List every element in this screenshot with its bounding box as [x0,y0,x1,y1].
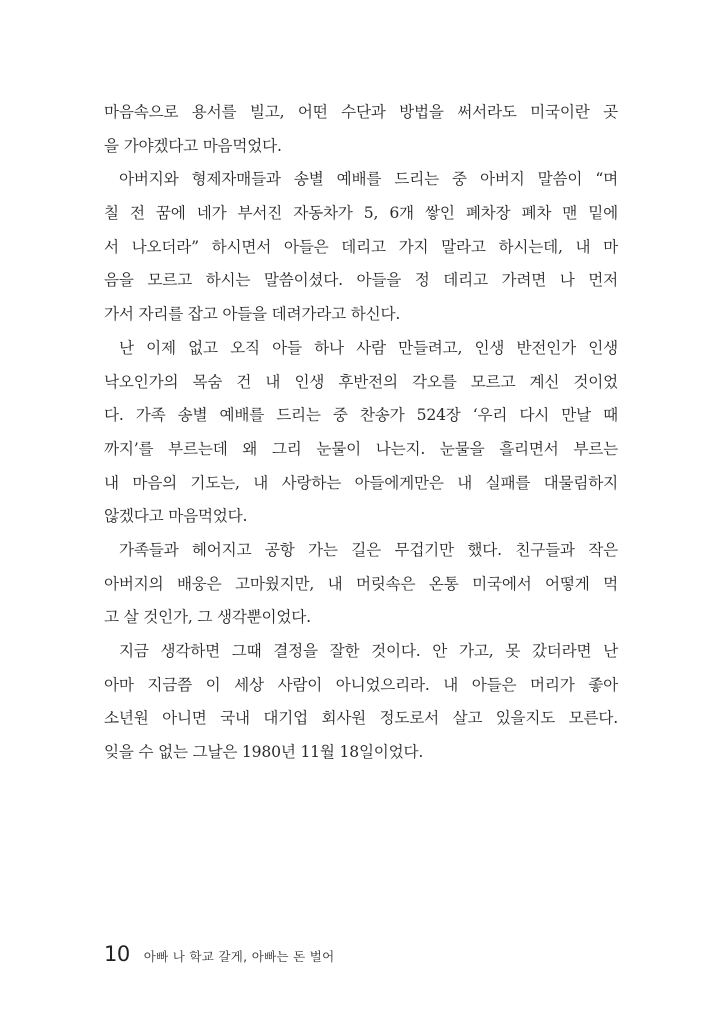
text-line: 가서 자리를 잡고 아들을 데려가라고 하신다. [104,305,401,324]
text-line: 음을 모르고 하시는 말씀이셨다. 아들을 정 데리고 가려면 나 먼저 [104,271,618,290]
text-line: 내 마음의 기도는, 내 사랑하는 아들에게만은 내 실패를 대물림하지 [104,473,618,492]
text-line: 까지’를 부르는데 왜 그리 눈물이 나는지. 눈물을 흘리면서 부르는 [104,439,618,458]
text-line: 낙오인가의 목숨 건 내 인생 후반전의 각오를 모르고 계신 것이었 [104,372,618,391]
text-line: 가족들과 헤어지고 공항 가는 길은 무겁기만 했다. 친구들과 작은 [119,540,618,559]
text-line: 칠 전 꿈에 네가 부서진 자동차가 5, 6개 쌓인 폐차장 폐차 맨 밑에 [104,204,618,223]
text-line: 마음속으로 용서를 빌고, 어떤 수단과 방법을 써서라도 미국이란 곳 [104,103,618,121]
text-line: 잊을 수 없는 그날은 1980년 11월 18일이었다. [104,743,424,762]
page-footer [104,942,335,966]
text-line: 을 가야겠다고 마음먹었다. [104,136,282,155]
text-line: 아버지와 형제자매들과 송별 예배를 드리는 중 아버지 말씀이 “며 [119,170,618,189]
text-line: 고 살 것인가, 그 생각뿐이었다. [104,608,311,627]
page-body-text [104,96,618,770]
text-line: 않겠다고 마음먹었다. [104,507,248,526]
page-number: 10 [104,942,130,966]
text-line: 다. 가족 송별 예배를 드리는 중 찬송가 524장 ‘우리 다시 만날 때 [104,406,618,425]
text-line: 난 이제 없고 오직 아들 하나 사람 만들려고, 인생 반전인가 인생 [119,338,618,357]
text-line: 아버지의 배웅은 고마웠지만, 내 머릿속은 온통 미국에서 어떻게 먹 [104,574,618,593]
text-line: 서 나오더라” 하시면서 아들은 데리고 가지 말라고 하시는데, 내 마 [104,237,618,256]
text-line: 소년원 아니면 국내 대기업 회사원 정도로서 살고 있을지도 모른다. [104,709,618,728]
text-line: 지금 생각하면 그때 결정을 잘한 것이다. 안 가고, 못 갔더라면 난 [119,642,618,660]
text-line: 아마 지금쯤 이 세상 사람이 아니었으리라. 내 아들은 머리가 좋아 [104,675,618,694]
running-title: 아빠 나 학교 갈게, 아빠는 돈 벌어 [143,949,335,964]
